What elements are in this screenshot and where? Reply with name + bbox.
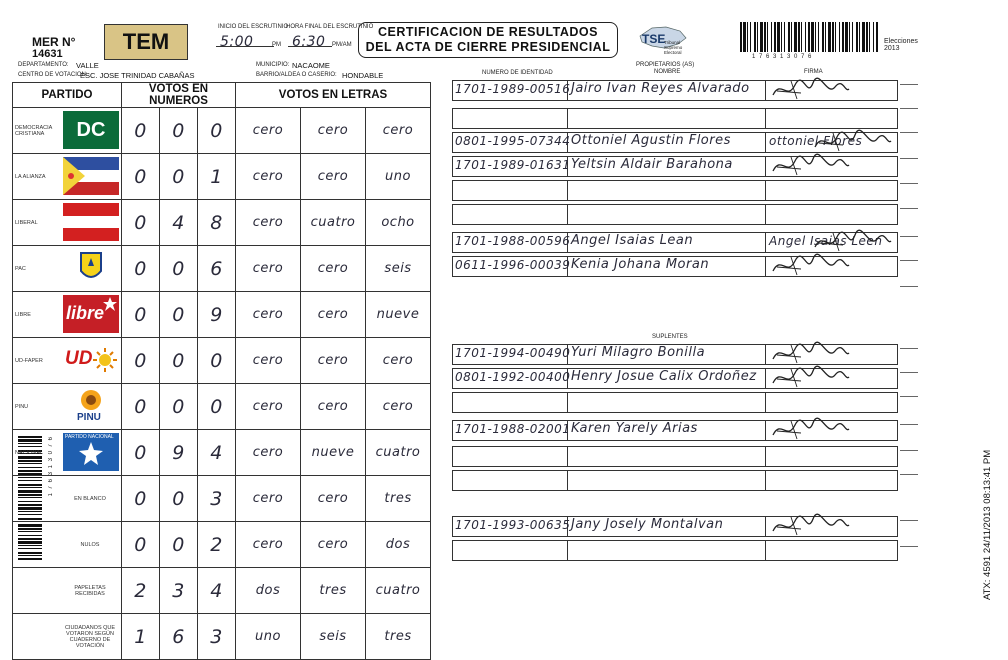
votes-letter-word: cero bbox=[301, 154, 366, 200]
barcode-bar bbox=[818, 22, 819, 52]
signature-scribble bbox=[771, 513, 851, 539]
party-row bbox=[13, 338, 431, 384]
member-name: Angel Isaias Lean bbox=[571, 233, 694, 248]
cert-line-2: DEL ACTA DE CIERRE PRESIDENCIAL bbox=[365, 40, 611, 54]
star-icon bbox=[103, 297, 117, 311]
votes-number-digit: 0 bbox=[160, 108, 198, 154]
votes-letter-word: nueve bbox=[366, 292, 431, 338]
votes-letter-word: cero bbox=[236, 338, 301, 384]
votes-letter-word: ocho bbox=[366, 200, 431, 246]
dni-value: 0801-1995-07344 bbox=[455, 134, 571, 148]
suplente-row bbox=[452, 540, 898, 561]
libre-logo bbox=[63, 295, 119, 333]
centro-label: CENTRO DE VOTACION: bbox=[18, 72, 88, 78]
suplente-row bbox=[452, 344, 898, 365]
votes-letter-word: cero bbox=[301, 292, 366, 338]
summary-label-cell bbox=[13, 522, 122, 568]
dni-value: 1701-1993-00635 bbox=[455, 518, 571, 532]
party-cell bbox=[13, 154, 122, 200]
votes-number-digit: 0 bbox=[122, 200, 160, 246]
votes-number-digit: 0 bbox=[122, 430, 160, 476]
barcode-bar bbox=[771, 22, 772, 52]
barcode-bar bbox=[805, 22, 806, 52]
votes-number-digit: 0 bbox=[160, 292, 198, 338]
dni-value: 1701-1994-00490 bbox=[455, 346, 571, 360]
municipio-value: NACAOME bbox=[292, 61, 330, 70]
votes-number-digit: 0 bbox=[122, 154, 160, 200]
margin-mark bbox=[900, 208, 918, 213]
votes-letter-word: cero bbox=[236, 200, 301, 246]
hora-label: HORA FINAL DEL ESCRUTINIO bbox=[286, 24, 374, 30]
propietario-row bbox=[452, 180, 898, 201]
barcode-bar bbox=[835, 22, 836, 52]
suplente-row bbox=[452, 516, 898, 537]
tse-text: TSE bbox=[642, 32, 666, 46]
votes-letter-word: cero bbox=[301, 384, 366, 430]
summary-row bbox=[13, 568, 431, 614]
margin-mark bbox=[900, 372, 918, 377]
party-row bbox=[13, 108, 431, 154]
votes-number-digit: 1 bbox=[122, 614, 160, 660]
summary-label-cell bbox=[13, 568, 122, 614]
votes-number-digit: 0 bbox=[160, 338, 198, 384]
party-cell bbox=[13, 108, 122, 154]
elecciones-label: Elecciones 2013 bbox=[884, 38, 918, 52]
member-name: Jany Josely Montalvan bbox=[571, 517, 724, 532]
barcode-bar bbox=[781, 22, 782, 52]
libre-logo-text: libre bbox=[66, 303, 105, 323]
margin-mark bbox=[900, 108, 918, 113]
summary-label-cell bbox=[13, 476, 122, 522]
votes-number-digit: 2 bbox=[122, 568, 160, 614]
party-label: LIBRE bbox=[15, 311, 31, 318]
votes-number-digit: 0 bbox=[160, 476, 198, 522]
votes-letter-word: cuatro bbox=[301, 200, 366, 246]
votes-letter-word: cero bbox=[301, 338, 366, 384]
inicio-value: 5:00 bbox=[220, 34, 254, 50]
white-star-icon bbox=[79, 442, 103, 466]
votes-letter-word: cero bbox=[236, 522, 301, 568]
votes-letter-word: cero bbox=[366, 384, 431, 430]
member-name: Karen Yarely Arias bbox=[571, 421, 698, 436]
member-name: Ottoniel Agustin Flores bbox=[571, 133, 731, 148]
party-label: DEMOCRACIA CRISTIANA bbox=[15, 124, 52, 137]
party-label: PINU bbox=[15, 403, 29, 410]
votes-number-digit: 0 bbox=[122, 108, 160, 154]
margin-mark bbox=[900, 424, 918, 429]
signature-scribble bbox=[771, 77, 851, 103]
barcode-bar bbox=[784, 22, 785, 52]
barcode-bar bbox=[747, 22, 748, 52]
hora-suffix: PM/AM bbox=[332, 42, 352, 48]
party-label: UD-FAPER bbox=[15, 357, 43, 364]
suplente-row bbox=[452, 392, 898, 413]
sunflower-icon bbox=[79, 388, 103, 412]
margin-mark bbox=[900, 520, 918, 525]
barcode-bar bbox=[825, 22, 826, 52]
barrio-label: BARRIO/ALDEA O CASERIO: bbox=[256, 72, 337, 78]
barcode-bar bbox=[798, 22, 800, 52]
votes-number-digit: 0 bbox=[160, 522, 198, 568]
votes-letter-word: cero bbox=[236, 384, 301, 430]
member-name: Yeltsin Aldair Barahona bbox=[571, 157, 733, 172]
votes-number-digit: 0 bbox=[122, 384, 160, 430]
barcode-bar bbox=[760, 22, 763, 52]
propietario-row bbox=[452, 80, 898, 101]
barcode-bar bbox=[743, 22, 746, 52]
votes-number-digit: 0 bbox=[198, 384, 236, 430]
votes-letter-word: cero bbox=[366, 338, 431, 384]
signature-scribble bbox=[771, 417, 851, 443]
member-name: Kenia Johana Moran bbox=[571, 257, 710, 272]
barcode-bar bbox=[839, 22, 840, 52]
votes-letter-word: cuatro bbox=[366, 430, 431, 476]
side-stamp-text: ATX: 4591 24/11/2013 08:13:41 PM bbox=[982, 449, 993, 600]
votes-number-digit: 3 bbox=[160, 568, 198, 614]
suplentes-label: SUPLENTES bbox=[652, 334, 688, 340]
pac-shield-icon bbox=[63, 249, 119, 287]
firma-label: FIRMA bbox=[804, 69, 823, 75]
dc-logo-text: DC bbox=[76, 118, 106, 141]
votes-number-digit: 4 bbox=[198, 568, 236, 614]
votes-number-digit: 0 bbox=[122, 476, 160, 522]
propietario-row bbox=[452, 156, 898, 177]
signature-scribble bbox=[771, 341, 851, 367]
barcode-bar bbox=[822, 22, 824, 52]
certification-title bbox=[358, 22, 618, 58]
party-cell bbox=[13, 430, 122, 476]
signature-scribble bbox=[771, 153, 851, 179]
summary-row bbox=[13, 614, 431, 660]
barcode-bar bbox=[856, 22, 858, 52]
party-cell bbox=[13, 338, 122, 384]
votes-letter-word: cuatro bbox=[366, 568, 431, 614]
member-name: Henry Josue Calix Ordoñez bbox=[571, 369, 757, 384]
votes-number-digit: 0 bbox=[198, 108, 236, 154]
summary-row bbox=[13, 522, 431, 568]
votes-letter-word: dos bbox=[236, 568, 301, 614]
votes-letter-word: cero bbox=[301, 476, 366, 522]
summary-label-cell bbox=[13, 614, 122, 660]
signature-text: ottoniel Flores bbox=[769, 134, 863, 148]
votes-number-digit: 2 bbox=[198, 522, 236, 568]
summary-label: NULOS bbox=[80, 541, 100, 548]
votes-letter-word: nueve bbox=[301, 430, 366, 476]
tse-sub: Tribunal Supremo Electoral bbox=[664, 40, 683, 55]
votes-number-digit: 0 bbox=[160, 154, 198, 200]
alianza-flag-icon bbox=[63, 157, 119, 195]
barcode-bar bbox=[876, 22, 878, 52]
dni-value: 1701-1989-01631 bbox=[455, 158, 571, 172]
barcode-bar bbox=[801, 22, 802, 52]
barcode-bar bbox=[791, 22, 792, 52]
votes-number-digit: 0 bbox=[160, 384, 198, 430]
cert-line-1: CERTIFICACION DE RESULTADOS bbox=[378, 25, 598, 39]
barcode-bar bbox=[788, 22, 790, 52]
barcode-bar bbox=[869, 22, 870, 52]
party-row bbox=[13, 154, 431, 200]
votes-letter-word: seis bbox=[301, 614, 366, 660]
party-label: PAC bbox=[15, 265, 26, 272]
barcode-bar bbox=[777, 22, 780, 52]
left-barcode-number: 1 7 6 3 1 3 0 7 6 bbox=[48, 436, 54, 497]
party-cell bbox=[13, 200, 122, 246]
margin-mark bbox=[900, 158, 918, 163]
votes-number-digit: 4 bbox=[198, 430, 236, 476]
votes-letter-word: uno bbox=[236, 614, 301, 660]
barcode-bar bbox=[842, 22, 844, 52]
margin-mark bbox=[900, 348, 918, 353]
votes-number-digit: 3 bbox=[198, 476, 236, 522]
party-row bbox=[13, 292, 431, 338]
departamento-value: VALLE bbox=[76, 61, 99, 70]
barcode-bar bbox=[794, 22, 797, 52]
barcode-bar bbox=[750, 22, 751, 52]
votes-number-digit: 8 bbox=[198, 200, 236, 246]
votes-table bbox=[12, 82, 431, 660]
votes-letter-word: cero bbox=[236, 430, 301, 476]
suplente-row bbox=[452, 420, 898, 441]
margin-mark bbox=[900, 236, 918, 241]
votes-number-digit: 1 bbox=[198, 154, 236, 200]
dc-logo bbox=[63, 111, 119, 149]
margin-mark bbox=[900, 450, 918, 455]
barcode-bar bbox=[815, 22, 816, 52]
centro-value: ESC. JOSE TRINIDAD CABAÑAS bbox=[80, 71, 195, 80]
propietario-row bbox=[452, 132, 898, 153]
votes-letter-word: seis bbox=[366, 246, 431, 292]
barcode-bar bbox=[832, 22, 834, 52]
party-cell bbox=[13, 292, 122, 338]
votes-letter-word: uno bbox=[366, 154, 431, 200]
header-votos-letras: VOTOS EN LETRAS bbox=[236, 83, 431, 108]
propietario-row bbox=[452, 256, 898, 277]
votes-letter-word: cero bbox=[301, 522, 366, 568]
votes-number-digit: 0 bbox=[198, 338, 236, 384]
barcode-bar bbox=[764, 22, 766, 52]
barcode-bar bbox=[808, 22, 810, 52]
party-row bbox=[13, 384, 431, 430]
dni-value: 0611-1996-00039 bbox=[455, 258, 571, 272]
barcode-bar bbox=[740, 22, 742, 52]
nombre-label: NOMBRE bbox=[654, 69, 681, 75]
votes-number-digit: 3 bbox=[198, 614, 236, 660]
signature-scribble bbox=[813, 229, 893, 255]
member-name: Yuri Milagro Bonilla bbox=[571, 345, 706, 360]
party-cell bbox=[13, 246, 122, 292]
party-label: NACIONAL bbox=[15, 449, 44, 456]
votes-letter-word: cero bbox=[301, 246, 366, 292]
summary-label: EN BLANCO bbox=[74, 495, 106, 502]
suplente-row bbox=[452, 446, 898, 467]
votes-letter-word: tres bbox=[366, 614, 431, 660]
inicio-suffix: PM bbox=[272, 42, 281, 48]
party-row bbox=[13, 246, 431, 292]
tse-logo bbox=[634, 22, 690, 56]
margin-mark bbox=[900, 84, 918, 89]
pinu-logo bbox=[63, 387, 119, 425]
votes-letter-word: cero bbox=[301, 108, 366, 154]
party-cell bbox=[13, 384, 122, 430]
barcode-bar bbox=[811, 22, 814, 52]
suplente-row bbox=[452, 470, 898, 491]
margin-mark bbox=[900, 546, 918, 551]
votes-letter-word: cero bbox=[236, 246, 301, 292]
barcode-bar bbox=[862, 22, 865, 52]
mer-label: MER N° bbox=[32, 35, 76, 49]
barcode-bar bbox=[845, 22, 848, 52]
barcode-bar bbox=[859, 22, 860, 52]
signature-scribble bbox=[771, 365, 851, 391]
votes-letter-word: cero bbox=[366, 108, 431, 154]
votes-letter-word: cero bbox=[236, 292, 301, 338]
barcode-bar bbox=[849, 22, 850, 52]
header-votos-numeros: VOTOS EN NUMEROS bbox=[122, 83, 236, 108]
ud-logo-text: UD bbox=[65, 348, 93, 369]
barcode-bar bbox=[757, 22, 758, 52]
margin-mark bbox=[900, 183, 918, 188]
side-stamp bbox=[982, 440, 996, 600]
party-row bbox=[13, 200, 431, 246]
votes-number-digit: 0 bbox=[160, 246, 198, 292]
barcode-bar bbox=[774, 22, 776, 52]
margin-mark bbox=[900, 260, 918, 265]
propietario-row bbox=[452, 204, 898, 225]
member-name: Jairo Ivan Reyes Alvarado bbox=[571, 81, 750, 96]
dni-value: 1701-1988-02001 bbox=[455, 422, 571, 436]
votes-letter-word: cero bbox=[236, 108, 301, 154]
votes-number-digit: 6 bbox=[198, 246, 236, 292]
hora-value: 6:30 bbox=[292, 34, 326, 50]
dni-value: 0801-1992-00400 bbox=[455, 370, 571, 384]
sun-icon bbox=[93, 347, 117, 373]
inicio-label: INICIO DEL ESCRUTINIO bbox=[218, 24, 289, 30]
barrio-value: HONDABLE bbox=[342, 71, 384, 80]
margin-mark bbox=[900, 286, 918, 291]
votes-number-digit: 0 bbox=[122, 338, 160, 384]
municipio-label: MUNICIPIO: bbox=[256, 62, 290, 68]
pinu-logo-text: PINU bbox=[77, 412, 101, 423]
propietario-row bbox=[452, 232, 898, 253]
departamento-label: DEPARTAMENTO: bbox=[18, 62, 69, 68]
votes-number-digit: 0 bbox=[122, 522, 160, 568]
mer-number: 14631 bbox=[32, 48, 63, 60]
barcode-bar bbox=[873, 22, 874, 52]
top-barcode bbox=[740, 22, 878, 52]
votes-letter-word: dos bbox=[366, 522, 431, 568]
header-partido: PARTIDO bbox=[13, 83, 122, 108]
votes-number-digit: 0 bbox=[122, 246, 160, 292]
votes-number-digit: 9 bbox=[198, 292, 236, 338]
votes-letter-word: cero bbox=[236, 476, 301, 522]
votes-letter-word: tres bbox=[301, 568, 366, 614]
dni-value: 1701-1988-00596 bbox=[455, 234, 571, 248]
summary-label: CIUDADANOS QUE VOTARON SEGÚN CUADERNO DE VOTACIÓN bbox=[64, 624, 116, 649]
barcode-bar bbox=[866, 22, 868, 52]
party-label: LIBERAL bbox=[15, 219, 38, 226]
votes-number-digit: 6 bbox=[160, 614, 198, 660]
nacional-logo-text: PARTIDO NACIONAL bbox=[65, 434, 114, 440]
party-row bbox=[13, 430, 431, 476]
dni-value: 1701-1989-00516 bbox=[455, 82, 571, 96]
ud-logo bbox=[63, 341, 119, 379]
margin-mark bbox=[900, 132, 918, 137]
votes-number-digit: 0 bbox=[122, 292, 160, 338]
margin-mark bbox=[900, 396, 918, 401]
barcode-bar bbox=[828, 22, 831, 52]
summary-row bbox=[13, 476, 431, 522]
votes-letter-word: tres bbox=[366, 476, 431, 522]
nacional-logo bbox=[63, 433, 119, 471]
signature-scribble bbox=[771, 253, 851, 279]
liberal-flag-icon bbox=[63, 203, 119, 241]
barcode-bar bbox=[754, 22, 756, 52]
votes-letter-word: cero bbox=[236, 154, 301, 200]
party-label: LA ALIANZA bbox=[15, 173, 46, 180]
tem-box: TEM bbox=[104, 24, 188, 60]
propietarios-label: PROPIETARIOS (AS) bbox=[636, 62, 695, 68]
signature-scribble bbox=[813, 129, 893, 155]
suplente-row bbox=[452, 368, 898, 389]
votes-number-digit: 9 bbox=[160, 430, 198, 476]
barcode-bar bbox=[852, 22, 853, 52]
summary-label: PAPELETAS RECIBIDAS bbox=[74, 584, 106, 597]
numero-identidad-label: NUMERO DE IDENTIDAD bbox=[482, 70, 553, 76]
votes-number-digit: 4 bbox=[160, 200, 198, 246]
barcode-bar bbox=[767, 22, 768, 52]
signature-text: Angel Isaias Leen bbox=[769, 234, 883, 248]
top-barcode-number: 1 7 6 3 1 3 0 7 6 bbox=[752, 54, 813, 60]
propietario-row bbox=[452, 108, 898, 129]
margin-mark bbox=[900, 474, 918, 479]
